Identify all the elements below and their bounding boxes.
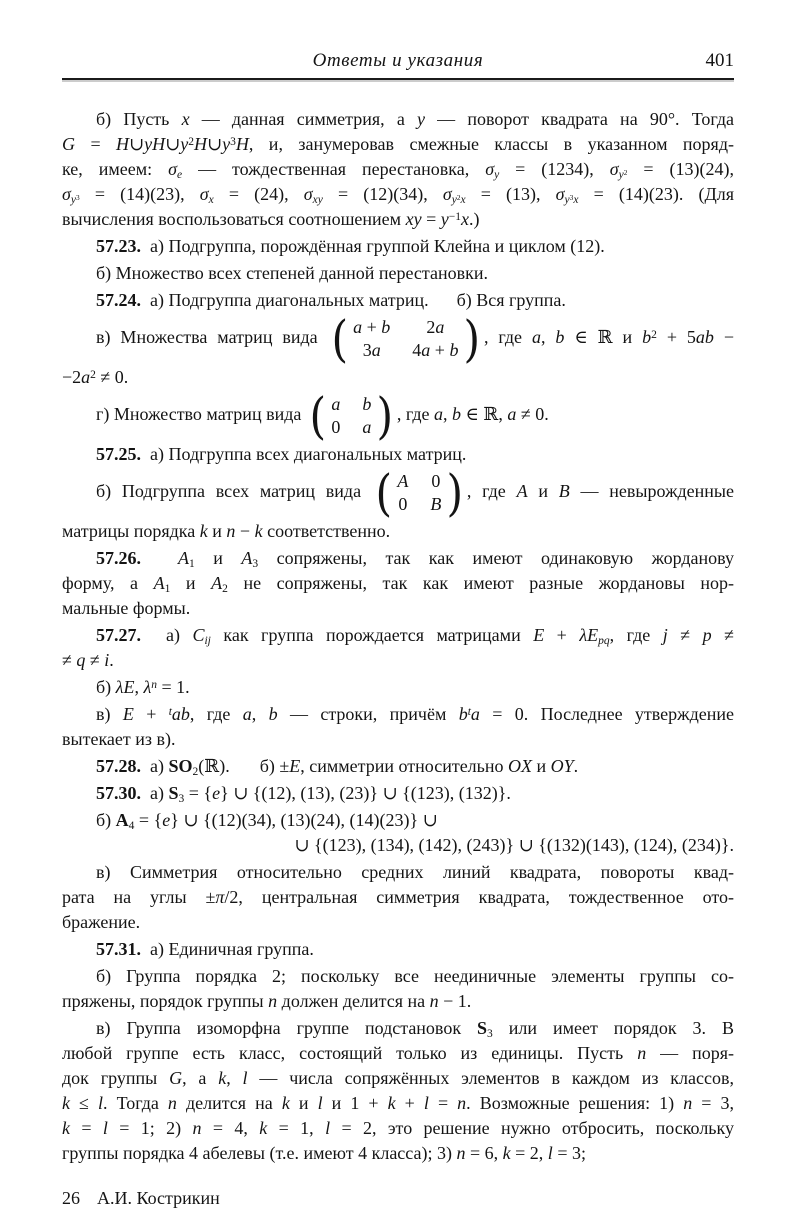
text-run: б) $A_4 = \{e\}$ ∪ {(12)(34), (13)(24), (14)(23)} ∪ [96, 810, 438, 833]
text-line [62, 365, 734, 390]
text-line [62, 623, 734, 648]
text-line [62, 288, 734, 313]
text-line [62, 157, 734, 182]
matrix-cell: 0 [398, 494, 408, 514]
text-run: б) Пусть x — данная симметрия, а y — поворот квадрата на 90°. Тогда [96, 109, 734, 129]
text-run: 57.24. а) Подгруппа диагональных матриц. [96, 290, 429, 310]
text-run: 57.31. а) Единичная группа. [96, 939, 314, 959]
right-paren: ) [463, 310, 481, 368]
text-line [62, 1016, 734, 1041]
formula-line [62, 310, 734, 368]
text-line [62, 1041, 734, 1066]
running-head-title: Ответы и указания [312, 50, 484, 71]
text-line [62, 937, 734, 962]
text-line [62, 860, 734, 885]
text-run: k = l = 1; 2) n = 4, k = 1, l = 2, это решение нужно отбросить, поскольку [62, 1118, 734, 1138]
text-run: ке, имеем: $\sigma_e$ — тождественная перестановка, $\sigma_y = (1234)$, $\sigma_{y^2} = (13)(24)$, [62, 159, 734, 182]
text-run: , где a, b ∈ ℝ и $b^2 + 5ab$ − [483, 327, 734, 348]
text-run: форму, а $A_1$ и $A_2$ не сопряжены, так как имеют разные жордановы нор- [62, 573, 735, 596]
text-line [62, 702, 734, 727]
footer-signature-number: 26 [62, 1188, 80, 1208]
matrix-cell: a + b [353, 317, 391, 337]
text-run: , где a, b ∈ ℝ, a ≠ 0. [396, 404, 549, 425]
matrix-entries [349, 316, 462, 362]
text-line [62, 546, 734, 571]
text-line [62, 648, 734, 673]
text-run: мальные формы. [62, 598, 191, 618]
formula-line [62, 387, 734, 445]
text-line [62, 442, 734, 467]
text-run: в) Группа изоморфна группе подстановок $S_3$ или имеет порядок 3. В [96, 1018, 734, 1041]
text-run: г) Множество матриц вида [96, 404, 306, 425]
text-line [62, 727, 734, 752]
text-run: $G = H\cup yH\cup y^2H\cup y^3H$, и, занумеровав смежные классы в указанном поряд- [62, 134, 734, 154]
text-line [62, 964, 734, 989]
text-run: 57.28. а) $SO_2(ℝ)$. [96, 756, 230, 779]
text-run: $-2a^2 \ne 0$. [62, 367, 129, 387]
matrix-2x2 [374, 464, 465, 522]
text-run: в) Множества матриц вида [96, 327, 328, 348]
text-line [62, 261, 734, 286]
text-line [62, 132, 734, 157]
text-line [62, 182, 734, 207]
matrix-cell: 0 [331, 417, 341, 437]
text-line [62, 885, 734, 910]
footer-author: А.И. Кострикин [97, 1188, 220, 1208]
text-line [62, 596, 734, 621]
text-run: ≠ q ≠ i. [62, 650, 114, 670]
matrix-2x2 [308, 387, 395, 445]
running-head [62, 50, 734, 78]
left-paren: ( [375, 464, 392, 522]
text-run: б) λE, $\lambda^n = 1$. [96, 677, 190, 697]
text-run: 57.26. $A_1$ и $A_3$ сопряжены, так как имеют одинаковую жорданову [96, 548, 734, 571]
text-line [62, 571, 734, 596]
text-run: матрицы порядка k и n − k соответственно. [62, 521, 391, 541]
text-run: рата на углы ±π/2, центральная симметрия квадрата, тождественное ото- [62, 887, 734, 907]
text-run: в) Симметрия относительно средних линий квадрата, повороты квад- [96, 862, 734, 882]
text-run: 57.23. а) Подгруппа, порождённая группой Клейна и циклом (12). [96, 236, 605, 256]
left-paren: ( [331, 310, 348, 368]
text-line [62, 989, 734, 1014]
text-run: б) Вся группа. [456, 290, 566, 310]
text-line [62, 1141, 734, 1166]
text-run: вычисления воспользоваться соотношением xy = $y^{-1}x$.) [62, 209, 480, 229]
page-number: 401 [705, 50, 734, 71]
text-run: , где A и B — невырожденные [466, 481, 734, 502]
matrix-cell: 2a [426, 317, 445, 337]
matrix-cell: B [430, 494, 442, 514]
text-run: 57.25. а) Подгруппа всех диагональных матриц. [96, 444, 467, 464]
text-line [62, 675, 734, 700]
text-run: бражение. [62, 912, 141, 932]
text-run: в) E + $^t$ab, где a, b — строки, причём $b^ta = 0$. Последнее утверждение [96, 704, 735, 724]
text-line [62, 519, 734, 544]
text-run: $\sigma_{y^3} = (14)(23)$, $\sigma_x = (24)$, $\sigma_{xy} = (12)(34)$, $\sigma_{y^2x} = (13)$, $\sigma_{y^3x} = (14)(23)$. (Для [62, 184, 734, 207]
text-line [62, 1066, 734, 1091]
text-run: док группы G, а k, l — числа сопряжённых элементов в каждом из классов, [62, 1068, 735, 1088]
matrix-cell: 4a + b [412, 340, 459, 360]
text-line [62, 107, 734, 132]
text-line [62, 207, 734, 232]
page-footer [62, 1188, 220, 1209]
text-run: ∪ {(123), (134), (142), (243)} ∪ {(132)(143), (124), (234)}. [294, 835, 734, 855]
text-run: группы порядка 4 абелевы (т.е. имеют 4 класса); 3) n = 6, k = 2, l = 3; [62, 1143, 586, 1163]
text-line [62, 910, 734, 935]
text-line [62, 781, 734, 806]
text-run: 57.27. а) $C_{ij}$ как группа порождается матрицами $E + \lambda E_{pq}$, где j ≠ p ≠ [96, 625, 734, 648]
matrix-entries [393, 470, 445, 516]
matrix-cell: b [362, 394, 372, 414]
page-body [62, 107, 734, 1166]
text-run: б) Группа порядка 2; поскольку все неединичные элементы группы со- [96, 966, 734, 986]
text-run: б) Подгруппа всех матриц вида [96, 481, 372, 502]
matrix-cell: a [331, 394, 341, 414]
matrix-entries [327, 393, 375, 439]
matrix-cell: A [397, 471, 409, 491]
text-run: вытекает из в). [62, 729, 176, 749]
text-run: б) ±E, симметрии относительно OX и OY. [259, 756, 579, 776]
text-run: любой группе есть класс, состоящий только из единицы. Пусть n — поря- [62, 1043, 734, 1063]
text-line [62, 234, 734, 259]
right-paren: ) [446, 464, 464, 522]
text-run: 57.30. а) $S_3 = \{e\}$ ∪ {(12), (13), (23)} ∪ {(123), (132)}. [96, 783, 511, 806]
text-line [62, 1091, 734, 1116]
text-line [62, 1116, 734, 1141]
text-run: б) Множество всех степеней данной перестановки. [96, 263, 488, 283]
matrix-cell: 3a [362, 340, 381, 360]
formula-line [62, 464, 734, 522]
text-line [62, 754, 734, 779]
matrix-cell: a [362, 417, 372, 437]
header-rule [62, 78, 734, 80]
right-paren: ) [376, 387, 394, 445]
matrix-cell: 0 [431, 471, 441, 491]
text-run: пряжены, порядок группы n должен делится на n − 1. [62, 991, 472, 1011]
text-line [62, 808, 734, 833]
left-paren: ( [309, 387, 326, 445]
matrix-2x2 [330, 310, 482, 368]
text-line [62, 833, 734, 858]
text-run: k ≤ l. Тогда n делится на k и l и 1 + k + l = n. Возможные решения: 1) n = 3, [62, 1093, 734, 1113]
